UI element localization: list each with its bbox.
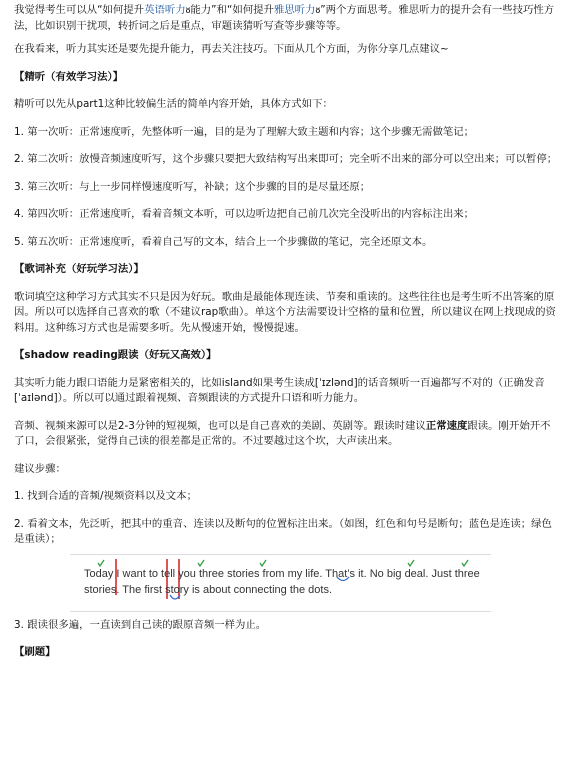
list-item: 2. 第二次听：放慢音频速度听写，这个步骤只要把大致结构写出来即可；完全听不出来的部分可以空出来；可以暂停； [14,153,558,165]
section-intro: 精听可以先从part1这种比较偏生活的简单内容开始，具体方式如下： [14,98,333,110]
shadow-paragraph-2 [14,419,559,450]
list-item: 3. 跟读很多遍，一直读到自己读的跟原音频一样为止。 [14,618,267,631]
list-item: 1. 找到合适的音频/视频资料以及文本； [14,490,197,502]
shadow-paragraph-1: 其实听力能力跟口语能力是紧密相关的，比如island如果考生读成[ˈɪzlənd]的话音频听一百遍都写不对的（正确发音[ˈaɪlənd]）。所以可以通过跟着视频、音频跟读的方式提升口语和听力能力。 [14,376,545,404]
stress-mark [98,560,104,566]
section-heading-practice: 【刷题】 [14,646,56,658]
lyrics-paragraph: 歌词填空这种学习方式其实不只是因为好玩。歌曲是最能体现连读、节奏和重读的。这些往往也是考生听不出答案的原因。所以可以选择自己喜欢的歌（不建议rap歌曲）。单这个方法需要设计空格的量和位置，所以建议在网上找现成的资料用。这种练习方式也是需要多听。先从慢速开始，慢慢提速。 [14,290,556,334]
section-heading-intensive: 【精听（有效学习法）】 [14,70,124,83]
shadow-text: 跟读。刚开始开不了口，会很紧张，觉得自己读的很差都是正常的。不过要越过这个坎，大声读出来。 [14,419,551,447]
english-listening-link[interactable]: 英语听力 [144,4,186,16]
list-item: 2. 看着文本，先泛听，把其中的重音、连读以及断句的位置标注出来。（如图，红色和句号是断句；蓝色是连读；绿色是重读）； [14,517,552,545]
intro-paragraph [14,3,559,34]
shadow-text: 音频、视频来源可以是2-3分钟的短视频，也可以是自己喜欢的美剧、英剧等。跟读时建议 [14,419,426,432]
transcript-line-1: Today I want to tell you three stories from my life. That’s it. No big deal. Just three [84,567,480,580]
intro-text: ”两个方面思考。雅思听力的提升会有一些技巧性方法，比如识别干扰项，转折词之后是重点，审题读猜听写查等步骤等等。 [14,4,555,32]
article [14,3,559,661]
stress-mark [408,560,414,566]
intro-paragraph-2: 在我看来，听力其实还是要先提升能力，再去关注技巧。下面从几个方面，为你分享几点建议~ [14,43,449,55]
link-marker-icon: ᴕ [315,4,321,16]
annotated-transcript-image [70,554,491,612]
list-item: 1. 第一次听：正常速度听，先整体听一遍，目的是为了理解大致主题和内容；这个步骤无需做笔记； [14,125,475,138]
list-item: 3. 第三次听：与上一步同样慢速度听写，补缺；这个步骤的目的是尽量还原； [14,180,371,193]
stress-mark [260,560,266,566]
link-marker-icon: ᴕ [185,4,191,16]
transcript-line-2: stories. The first story is about connecting the dots. [84,583,333,596]
intro-text: 我觉得考生可以从“如何提升 [14,4,145,16]
list-item: 5. 第五次听：正常速度听，看着自己写的文本，结合上一个步骤做的笔记，完全还原文本。 [14,235,433,248]
steps-title: 建议步骤： [14,462,66,475]
emphasis-text: 正常速度 [425,419,468,432]
ielts-listening-link[interactable]: 雅思听力 [273,4,316,16]
intro-text: 能力”和“如何提升 [190,4,274,16]
section-heading-shadow-reading: 【shadow reading跟读（好玩又高效）】 [14,349,217,361]
section-heading-lyrics: 【歌词补充（好玩学习法）】 [14,263,144,275]
stress-mark [462,560,468,566]
stress-mark [198,560,204,566]
list-item: 4. 第四次听：正常速度听，看着音频文本听，可以边听边把自己前几次完全没听出的内容标注出来； [14,208,475,220]
